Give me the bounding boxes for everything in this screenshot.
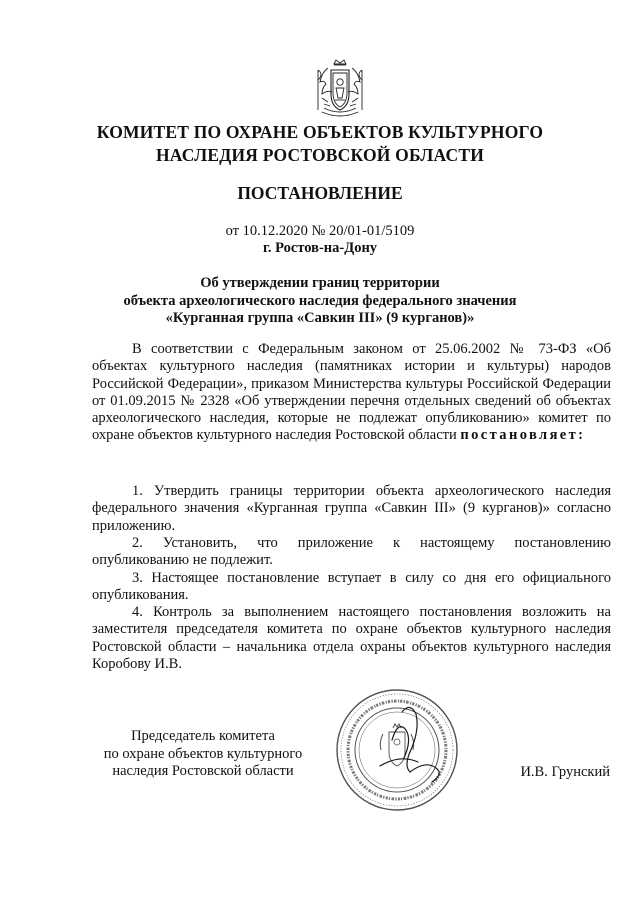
item-3-text: 3. Настоящее постановление вступает в силу со дня его официального опубликования. [92, 570, 611, 604]
handwritten-signature-icon [340, 700, 470, 800]
committee-name-line1: КОМИТЕТ ПО ОХРАНЕ ОБЪЕКТОВ КУЛЬТУРНОГО [96, 122, 544, 142]
document-title [40, 275, 600, 328]
document-title-line1: Об утверждении границ территории [200, 275, 440, 291]
intro-paragraph [92, 341, 611, 445]
document-title-line3: «Курганная группа «Савкин III» (9 курганов)» [165, 310, 475, 326]
item-2-text: 2. Установить, что приложение к настоящему постановлению опубликованию не подлежит. [92, 535, 611, 569]
resolution-item-1 [92, 483, 611, 535]
document-date-number: от 10.12.2020 № 20/01-01/5109 [225, 223, 415, 239]
committee-name-line2: НАСЛЕДИЯ РОСТОВСКОЙ ОБЛАСТИ [155, 145, 485, 165]
document-type: ПОСТАНОВЛЕНИЕ [237, 183, 403, 203]
signatory-position-line2: по охране объектов культурного [103, 745, 303, 762]
coat-of-arms-icon [314, 58, 366, 122]
resolution-item-4 [92, 604, 611, 673]
signatory-position-line3: наследия Ростовской области [112, 763, 294, 779]
item-1-text: 1. Утвердить границы территории объекта археологического наследия федерального значения «Курганная группа «Савкин III» (9 курганов)» согласно приложению. [92, 483, 611, 534]
signatory-position [92, 728, 314, 781]
signatory-name: И.В. Грунский [520, 764, 610, 780]
intro-text: В соответствии с Федеральным законом от 25.06.2002 № 73-ФЗ «Об объектах культурного наследия (памятниках истории и культуры) народов Российской Федерации», приказом Министерства культуры Российской Федерации от 01.09.2015 № 2328 «Об утверждении перечня отдельных сведений об объектах археологического наследия, которые не подлежат опубликованию» комитет по охране объектов культурного наследия Ростовской области [92, 341, 611, 444]
signatory-position-line1: Председатель комитета [131, 728, 275, 744]
resolution-item-3 [92, 570, 611, 605]
document-city: г. Ростов-на-Дону [262, 240, 378, 256]
committee-name [40, 121, 600, 167]
resolution-item-2 [92, 535, 611, 570]
item-4-text: 4. Контроль за выполнением настоящего постановления возложить на заместителя председателя комитета по охране объектов культурного наследия Ростовской области – начальника отдела охраны объектов культурного наследия Коробову И.В. [92, 604, 611, 672]
document-title-line2: объекта археологического наследия федерального значения [123, 292, 517, 309]
resolves-word: постановляет: [460, 427, 586, 444]
